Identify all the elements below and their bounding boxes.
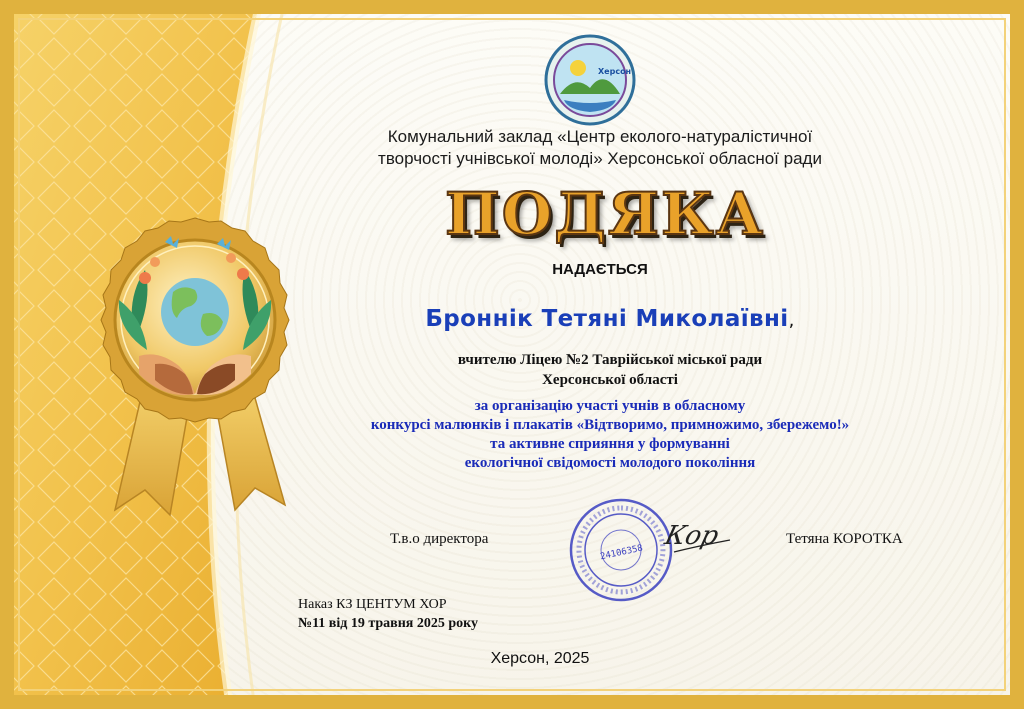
reason-line-3: та активне сприяння у формуванні	[490, 436, 730, 452]
official-stamp	[566, 495, 676, 605]
award-reason	[260, 397, 960, 473]
city-year: Херсон, 2025	[490, 650, 590, 667]
recipient-comma: ,	[788, 310, 795, 331]
position-line-1: вчителю Ліцею №2 Таврійської міської ради	[457, 352, 763, 368]
recipient-name	[330, 306, 890, 332]
recipient-name-text: Броннік Тетяні Миколаївні	[425, 306, 789, 332]
rosette-medal	[75, 210, 315, 530]
signatory-name: Тетяна КОРОТКА	[786, 531, 903, 547]
reason-line-4: екологічної свідомості молодого покоління	[464, 455, 756, 471]
signatory-title: Т.в.о директора	[390, 531, 489, 547]
organization-name	[320, 126, 880, 170]
order-line-1: Наказ КЗ ЦЕНТУМ ХОР	[298, 597, 447, 612]
order-line-2: №11 від 19 травня 2025 року	[298, 616, 479, 631]
awarded-label: НАДАЄТЬСЯ	[552, 261, 648, 278]
organization-line-1: Комунальний заклад «Центр еколого-натуралістичної	[387, 127, 813, 146]
recipient-position	[330, 350, 890, 390]
organization-line-2: творчості учнівської молоді» Херсонської обласної ради	[378, 149, 822, 168]
handwritten-signature	[661, 510, 738, 560]
order-reference	[298, 595, 478, 633]
position-line-2: Херсонської області	[542, 372, 678, 388]
center-logo	[540, 34, 640, 126]
reason-line-2: конкурсі малюнків і плакатів «Відтворимо, примножимо, збережемо!»	[370, 417, 850, 433]
certificate-title: ПОДЯКА	[444, 180, 765, 248]
reason-line-1: за організацію участі учнів в обласному	[474, 398, 746, 414]
logo-text: Херсон	[598, 67, 632, 76]
stamp-code: 24106358	[599, 543, 644, 563]
signature-text: Кор	[661, 520, 722, 551]
